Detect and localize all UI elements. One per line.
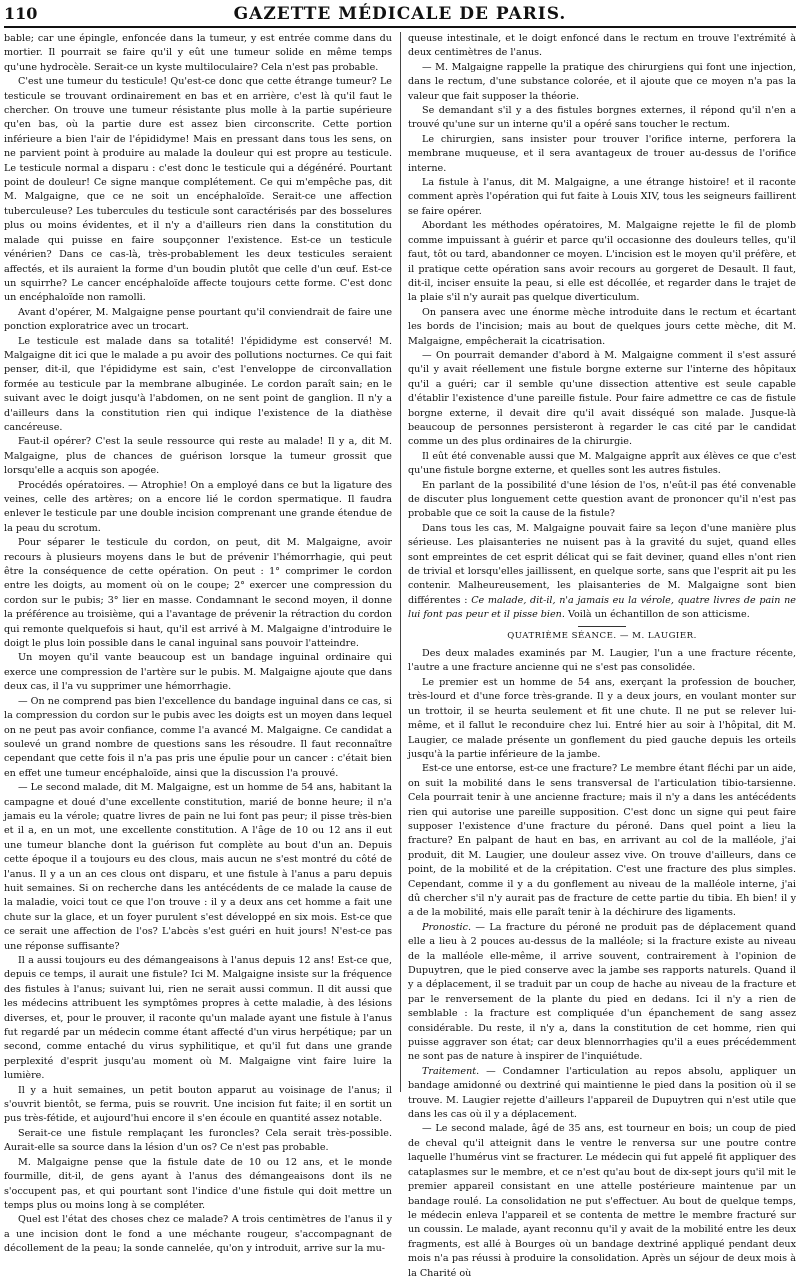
paragraph: Se demandant s'il y a des fistules borgnes externes, il répond qu'il n'en a trouvé qu'une sur un interne qu'il a opéré sans toucher le rectum. — [408, 105, 796, 131]
right-column — [408, 32, 796, 1279]
paragraph: Faut-il opérer? C'est la seule ressource qui reste au malade! Il y a, dit M. Malgaigne, plus de chances de guérison lorsque la tumeur grossit que lorsqu'elle a acquis son apogée. — [4, 436, 392, 477]
paragraph: En parlant de la possibilité d'une lésion de l'os, n'eût-il pas été convenable de discuter plus longuement cette question avant de prononcer qu'il n'est pas probable que ce soit la cause de la fistule? — [408, 479, 796, 520]
journal-title: GAZETTE MÉDICALE DE PARIS. — [233, 4, 567, 24]
paragraph — [408, 522, 796, 623]
paragraph — [408, 1065, 796, 1123]
paragraph: Serait-ce une fistule remplaçant les furoncles? Cela serait très-possible. Aurait-elle sa source dans la lésion d'un os? Ce n'est pas probable. — [4, 1127, 392, 1154]
paragraph: Des deux malades examinés par M. Laugier, l'un a une fracture récente, l'autre a une fracture ancienne qui ne s'est pas consolidée. — [408, 648, 796, 674]
paragraph: — Le second malade, âgé de 35 ans, est tourneur en bois; un coup de pied de cheval qu'il atteignit dans le ventre le renversa sur une poutre contre laquelle l'humérus vint se fracturer. Le médecin qui fut appelé fit appliquer des cataplasmes sur le membre, et ce n'est qu'au bout de dix-sept jours qu'il mit le premier appareil consistant en une attelle postérieure maintenue par un bandage roulé. La consolidation ne put s'effectuer. Au bout de quelque temps, le médecin enleva l'appareil et se contenta de mettre le membre fracturé sur un coussin. Le malade, ayant reconnu qu'il y avait de la mobilité entre les deux fragments, est allé à Bourges où un bandage dextriné appliqué pendant deux mois n'a pas réussi à produire la consolidation. Après un séjour de deux mois à la Charité où — [408, 1123, 796, 1279]
paragraph: C'est une tumeur du testicule! Qu'est-ce donc que cette étrange tumeur? Le testicule se trouvant ordinairement en bas et en arrière, c'est là qu'il faut le chercher. On trouve une tumeur résistante plus molle à la partie supérieure qu'en bas, où la partie dure est assez bien circonscrite. Cette portion inférieure a bien l'air de l'épididyme! Mais en pressant dans tous les sens, on ne parvient point à produire au malade la douleur qui est propre au testicule. Le testicule normal a disparu : c'est donc le testicule qui a dégénéré. Pourtant point de douleur! Ce signe manque complétement. Ce qui m'empêche pas, dit M. Malgaigne, que ce ne soit un encéphaloïde. Serait-ce une affection tuberculeuse? Les tubercules du testicule sont caractérisés par des bosselures plus ou moins évidentes, et il n'y a d'ailleurs rien dans la constitution du malade qui puisse en faire soupçonner l'existence. Est-ce un testicule vénérien? Dans ce cas-là, très-probablement les deux testicules seraient affectés, et ils auraient la forme d'un boudin plutôt que celle d'un œuf. Est-ce un squirrhe? Le cancer encéphaloïde affecte toujours cette forme. C'est donc un encéphaloïde non ramolli. — [4, 76, 392, 304]
paragraph: — On ne comprend pas bien l'excellence du bandage inguinal dans ce cas, si la compression du cordon sur le pubis avec les doigts est un moyen dans lequel on ne peut pas avoir confiance, comme l'a avancé M. Malgaigne. Ce candidat a soulevé un grand nombre de questions sans les résoudre. Il faut reconnaître cependant que cette fois il n'a pas pris une épulie pour un cancer : c'était bien en effet une tumeur encéphaloïde, ainsi que la discussion l'a prouvé. — [4, 695, 392, 779]
traitement-text: — Condamner l'articulation au repos absolu, appliquer un bandage amidonné ou dextriné qui maintienne le pied dans la position où il se trouve. M. Laugier rejette d'ailleurs l'appareil de Dupuytren qui n'est utile que dans les cas où il y a déplacement. — [408, 1065, 796, 1121]
paragraph: Il eût été convenable aussi que M. Malgaigne apprît aux élèves ce que c'est qu'une fistule borgne externe, et quelles sont les autres fistules. — [408, 450, 796, 477]
paragraph: bable; car une épingle, enfoncée dans la tumeur, y est entrée comme dans du mortier. Il pourrait se faire qu'il y eût une tumeur solide en même temps qu'une hydrocèle. Serait-ce un kyste multiloculaire? Cela n'est pas probable. — [4, 33, 392, 73]
paragraph — [408, 921, 796, 1065]
traitement-label: Traitement. — [422, 1065, 480, 1077]
section-heading: QUATRIÈME SÉANCE. — M. LAUGIER. — [408, 629, 796, 643]
paragraph: — Le second malade, dit M. Malgaigne, est un homme de 54 ans, habitant la campagne et doué d'une excellente constitution, marié de bonne heure; il n'a jamais eu la vérole; quatre livres de pain ne lui font pas peur; il pisse très-bien et il a, en un mot, une excellente constitution. A l'âge de 10 ou 12 ans il eut une tumeur blanche dont la guérison fut complète au bout d'un an. Depuis cette époque il a toujours eu des clous, mais aucun ne s'est montré du côté de l'anus. Il y a un an ces clous ont disparu, et une fistule à l'anus a paru depuis huit semaines. Si on recherche dans les antécédents de ce malade la cause de la maladie, voici tout ce que l'on trouve : il y a deux ans cet homme a fait une chute sur la glace, et un foyer purulent s'est développé en six mois. Est-ce que ce serait une affection de l'os? L'abcès s'est guéri en huit jours! N'est-ce pas une réponse suffisante? — [4, 782, 392, 952]
paragraph: queuse intestinale, et le doigt enfoncé dans le rectum en trouve l'extrémité à deux centimètres de l'anus. — [408, 33, 796, 59]
paragraph-text: Dans tous les cas, M. Malgaigne pouvait faire sa leçon d'une manière plus sérieuse. Les plaisanteries ne nuisent pas à la gravité du sujet, quand elles sont empreintes de cet esprit délicat qui se fait deviner, quand elles n'ont rien de trivial et lorsqu'elles jaillissent, en quelque sorte, sans que l'esprit ait pu les contenir. Malheureusement, les plaisanteries de M. Malgaigne sont bien différentes : — [408, 522, 796, 606]
page-header — [0, 0, 800, 26]
paragraph: Avant d'opérer, M. Malgaigne pense pourtant qu'il conviendrait de faire une ponction exploratrice avec un trocart. — [4, 306, 392, 333]
paragraph: — M. Malgaigne rappelle la pratique des chirurgiens qui font une injection, dans le rectum, d'une substance colorée, et il ajoute que ce moyen n'a pas la valeur que fait supposer la théorie. — [408, 61, 796, 102]
paragraph: Quel est l'état des choses chez ce malade? A trois centimètres de l'anus il y a une incision dont le fond a une méchante rougeur, s'accompagnant de décollement de la peau; la sonde cannelée, qu'on y introduit, arrive sur la mu- — [4, 1214, 392, 1255]
paragraph: Est-ce une entorse, est-ce une fracture? Le membre étant fléchi par un aide, on suit la mobilité dans le sens transversal de l'articulation tibio-tarsienne. Cela pourrait tenir à une ancienne fracture; mais il n'y a dans les antécédents rien qui autorise une pareille supposition. C'est donc un signe qui peut faire supposer l'existence d'une fracture du péroné. Dans quel point a lieu la fracture? En palpant de haut en bas, en arrivant au col de la malléole, j'ai produit, dit M. Laugier, une douleur assez vive. On trouve d'ailleurs, dans ce point, de la mobilité et de la crépitation. C'est une fracture des plus simples. Cependant, comme il y a du gonflement au niveau de la malléole interne, j'ai dû chercher s'il n'y aurait pas de fracture de cette partie du tibia. Eh bien! il y a de la mobilité, mais elle paraît tenir à la déchirure des ligaments. — [408, 763, 796, 919]
paragraph: Le testicule est malade dans sa totalité! l'épididyme est conservé! M. Malgaigne dit ici que le malade a pu avoir des pollutions nocturnes. Ce qui fait penser, dit-il, que l'épididyme est sain, c'est l'enveloppe de circonvallation formée au testicule par la membrane albuginée. Le cordon paraît sain; en le suivant avec le doigt jusqu'à l'abdomen, on ne sent point de ganglion. Il n'y a d'ailleurs dans la constitution rien qui indique l'existence de la diathèse cancéreuse. — [4, 335, 392, 433]
paragraph: Il a aussi toujours eu des démangeaisons à l'anus depuis 12 ans! Est-ce que, depuis ce temps, il aurait une fistule? Ici M. Malgaigne insiste sur la fréquence des fistules à l'anus; suivant lui, rien ne serait aussi commun. Il dit aussi que les médecins attribuent les symptômes propres à cette maladie, à des lésions diverses, et, pour le prouver, il raconte qu'un malade ayant une fistule à l'anus fut regardé par un médecin comme étant affecté d'un virus herpétique; par un second, comme entaché du virus syphilitique, et qu'il fut dans une grande perplexité d'esprit jusqu'au moment où M. Malgaigne vint faire luire la lumière. — [4, 955, 392, 1082]
quote-italic: Ce malade, dit-il, n'a jamais eu la vérole, quatre livres de pain ne lui font pas peur et il pisse bien. — [408, 594, 796, 621]
paragraph: On pansera avec une énorme mèche introduite dans le rectum et écartant les bords de l'incision; mais au bout de quelques jours cette mèche, dit M. Malgaigne, empêcherait la cicatrisation. — [408, 306, 796, 347]
paragraph: Abordant les méthodes opératoires, M. Malgaigne rejette le fil de plomb comme impuissant à guérir et parce qu'il occasionne des douleurs telles, qu'il faut, tôt ou tard, abandonner ce moyen. L'incision est le moyen qu'il préfère, et il pratique cette opération sans avoir recours au gorgeret de Desault. Il faut, dit-il, inciser ensuite la peau, si elle est décollée, et regarder dans le trajet de la plaie s'il n'y aurait pas quelque diverticulum. — [408, 220, 796, 304]
pronostic-label: Pronostic. — [422, 921, 472, 933]
header-rule — [4, 26, 796, 28]
paragraph: Le premier est un homme de 54 ans, exerçant la profession de boucher, très-lourd et d'une force très-grande. Il y a deux jours, en voulant monter sur un trottoir, il se heurta seulement et fit une chute. Il ne put se relever lui-même, et il fallut le reconduire chez lui. Entré hier au soir à l'hôpital, dit M. Laugier, ce malade présente un gonflement du pied gauche depuis les orteils jusqu'à la partie inférieure de la jambe. — [408, 676, 796, 760]
paragraph: La fistule à l'anus, dit M. Malgaigne, a une étrange histoire! et il raconte comment après l'opération qui fut faite à Louis XIV, tous les seigneurs faillirent se faire opérer. — [408, 177, 796, 217]
paragraph: Procédés opératoires. — Atrophie! On a employé dans ce but la ligature des veines, celle des artères; on a encore lié le cordon spermatique. Il faudra enlever le testicule par une double incision comprenant une grande étendue de la peau du scrotum. — [4, 479, 392, 534]
paragraph: — On pourrait demander d'abord à M. Malgaigne comment il s'est assuré qu'il y avait réellement une fistule borgne externe sur l'interne des hôpitaux qu'il a guéri; car il semble qu'une dissection attentive est seule capable d'établir l'existence d'une pareille fistule. Pour faire admettre ce cas de fistule borgne externe, il devait dire qu'il avait disséqué son malade. Jusque-là beaucoup de personnes persisteront à regarder le cas cité par le candidat comme un des plus ordinaires de la chirurgie. — [408, 349, 796, 448]
page-number: 110 — [4, 4, 38, 23]
paragraph: Pour séparer le testicule du cordon, on peut, dit M. Malgaigne, avoir recours à plusieurs moyens dans le but de prévenir l'hémorrhagie, qui peut être la conséquence de cette opération. On peut : 1° comprimer le cordon entre les doigts, au moment où on le coupe; 2° exercer une compression du cordon sur le pubis; 3° lier en masse. Condamnant le second moyen, il donne la préférence au troisième, qui a l'avantage de prévenir la rétraction du cordon qui remonte quelquefois si haut, qu'il est arrivé à M. Malgaigne d'introduire le doigt le plus loin possible dans le canal inguinal sans pouvoir l'atteindre. — [4, 537, 392, 650]
left-column — [4, 32, 392, 1255]
paragraph: M. Malgaigne pense que la fistule date de 10 ou 12 ans, et le monde fourmille, dit-il, de gens ayant à l'anus des démangeaisons dont ils ne s'occupent pas, et qui pourtant sont l'indice d'une fistule qui doit mettre un temps plus ou moins long à se compléter. — [4, 1156, 392, 1211]
paragraph: Le chirurgien, sans insister pour trouver l'orifice interne, perforera la membrane muqueuse, et il sera avantageux de trouer au-dessus de l'orifice interne. — [408, 133, 796, 174]
quote-tail: Voilà un échantillon de son atticisme. — [564, 609, 750, 621]
paragraph: Il y a huit semaines, un petit bouton apparut au voisinage de l'anus; il s'ouvrit bientôt, se ferma, puis se rouvrit. Une incision fut faite; il en sortit un pus très-fétide, et aujourd'hui encore il s'en écoule en quantité assez notable. — [4, 1084, 392, 1125]
pronostic-text: — La fracture du péroné ne produit pas de déplacement quand elle a lieu à 2 pouces au-dessus de la malléole; si la fracture existe au niveau de la malléole elle-même, il arrive souvent, contrairement à l'opinion de Dupuytren, que le pied conserve avec la jambe ses rapports naturels. Quand il y a déplacement, il se traduit par un coup de hache au niveau de la fracture et par le renversement de la plante du pied en dedans. Ici il n'y a rien de semblable : la fracture est compliquée d'un épanchement de sang assez considérable. Du reste, il n'y a, dans la constitution de cet homme, rien qui puisse aggraver son état; car deux blennorrhagies qu'il a eues précédemment ne sont pas de nature à inspirer de l'inquiétude. — [408, 921, 796, 1063]
paragraph: Un moyen qu'il vante beaucoup est un bandage inguinal ordinaire qui exerce une compression de l'artère sur le pubis. M. Malgaigne ajoute que dans deux cas, il l'a vu supprimer une hémorrhagie. — [4, 652, 392, 693]
column-separator — [400, 32, 401, 1092]
